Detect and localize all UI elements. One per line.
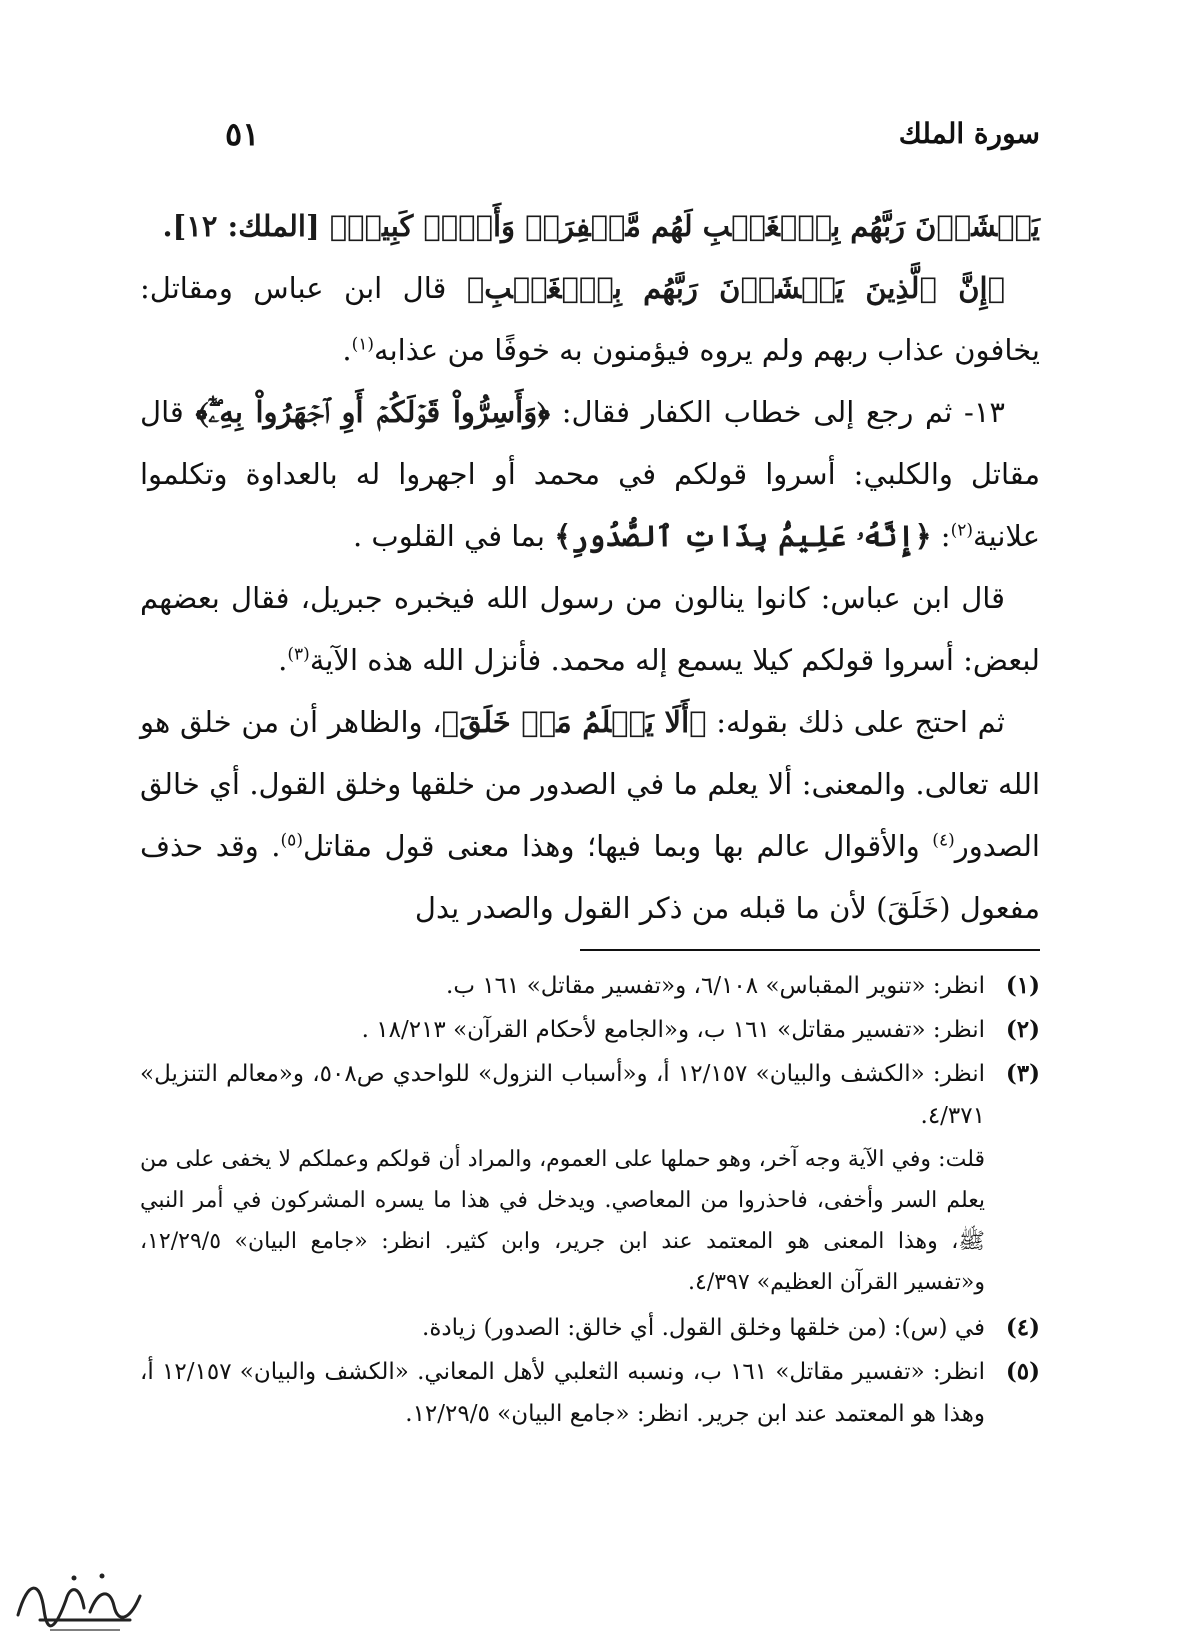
footnote-ref[interactable]: (٤) <box>932 830 955 851</box>
commentary-text: بما في القلوب . <box>352 519 555 553</box>
footnote-item <box>140 1009 1040 1051</box>
paragraph-1 <box>140 195 1040 257</box>
footnote-number: (٤) <box>1005 1314 1040 1341</box>
footnote-separator <box>580 949 1040 951</box>
commentary-text: قال ابن عباس: كانوا ينالون من رسول الله فيخبره جبريل، فقال بعضهم لبعض: أسروا قولكم كيلا يسمع إله محمد. فأنزل الله هذه الآية <box>140 581 1040 677</box>
commentary-text: ١٣- ثم رجع إلى خطاب الكفار فقال: <box>550 395 1005 429</box>
footnote-text: في (س): (من خلقها وخلق القول. أي خالق: الصدور) زيادة. <box>422 1315 985 1341</box>
footnote-item <box>140 1351 1040 1435</box>
calligraphy-logo-icon <box>10 1560 150 1640</box>
footnote-item <box>140 1053 1040 1137</box>
page-number: ٥١ <box>225 115 260 153</box>
footnote-item <box>140 965 1040 1007</box>
footnote-ref[interactable]: (١) <box>351 334 375 355</box>
paragraph-2: ﴿إِنَّ ٱلَّذِينَ يَخۡشَوۡنَ رَبَّهُم بِٱلۡغَيۡبِ﴾ قال ابن عباس ومقاتل: يخافون عذاب ربهم ولم يروه فيؤمنون به خوفًا من عذابه$^{(١)}$. <box>140 271 1040 367</box>
quran-verse: ﴿إِنَّ ٱلَّذِينَ يَخۡشَوۡنَ رَبَّهُم بِٱلۡغَيۡبِ﴾ <box>466 271 1005 305</box>
footnote-ref[interactable]: (٣) <box>287 644 310 665</box>
quran-verse: ﴿أَلَا يَعۡلَمُ مَنۡ خَلَقَ﴾ <box>441 705 707 739</box>
paragraph-5 <box>140 691 1040 939</box>
commentary-text: قال ابن عباس ومقاتل: يخافون عذاب ربهم ولم يروه فيؤمنون به خوفًا من عذابه <box>140 271 1040 367</box>
footnote-text: انظر: «الكشف والبيان» ١٢/١٥٧ أ، و«أسباب النزول» للواحدي ص٥٠٨، و«معالم التنزيل» ٤/٣٧١. <box>140 1061 985 1129</box>
footnote-number: (١) <box>1005 972 1040 999</box>
quran-verse: ﴿وَأَسِرُّواْ قَوۡلَكُمۡ أَوِ ٱجۡهَرُواْ بِهِۦٓۖ﴾ <box>195 395 551 429</box>
footnote-number: (٢) <box>1005 1016 1040 1043</box>
commentary-text: . وقد حذف مفعول (خَلَقَ) لأن ما قبله من ذكر القول والصدر يدل <box>140 829 1040 925</box>
footnote-text: انظر: «تفسير مقاتل» ١٦١ ب، و«الجامع لأحكام القرآن» ١٨/٢١٣ . <box>361 1017 985 1043</box>
footnote-text: انظر: «تنوير المقباس» ٦/١٠٨، و«تفسير مقاتل» ١٦١ ب. <box>446 973 985 999</box>
commentary-text: والأقوال عالم بها وبما فيها؛ وهذا معنى قول مقاتل <box>302 829 933 863</box>
page-header <box>225 115 1040 165</box>
footnote-ref[interactable]: (٢) <box>950 520 974 541</box>
surah-title: سورة الملك <box>898 117 1040 150</box>
quran-verse: يَخۡشَوۡنَ رَبَّهُم بِٱلۡغَيۡبِ لَهُم مَّغۡفِرَةٞ وَأَجۡرٞ كَبِيرٞ﴾ [الملك: ١٢]. <box>162 209 1040 243</box>
footnote-item <box>140 1307 1040 1349</box>
paragraph-4: قال ابن عباس: كانوا ينالون من رسول الله فيخبره جبريل، فقال بعضهم لبعض: أسروا قولكم كيلا يسمع إله محمد. فأنزل الله هذه الآية$^{(٣)}$. <box>140 581 1040 677</box>
main-text <box>140 195 1040 939</box>
commentary-text: ثم احتج على ذلك بقوله: <box>706 705 1006 739</box>
footnote-number: (٥) <box>1005 1358 1040 1385</box>
watermark-logo <box>10 1560 150 1640</box>
commentary-text: ، والظاهر أن من خلق هو الله تعالى. والمعنى: ألا يعلم ما في الصدور من خلقها وخلق القول. أي خالق الصدور <box>140 705 1040 863</box>
footnote-note: قلت: وفي الآية وجه آخر، وهو حملها على العموم، والمراد أن قولكم وعملكم لا يخفى على من يعلم السر وأخفى، فاحذروا من المعاصي. ويدخل في هذا ما يسره المشركون في أمر النبي ﷺ، وهذا المعنى هو المعتمد عند ابن جرير، وابن كثير. انظر: «جامع البيان» ١٢/٢٩/٥، و«تفسير القرآن العظيم» ٤/٣٩٧. <box>140 1147 985 1295</box>
paragraph-3: ١٣- ثم رجع إلى خطاب الكفار فقال: ﴿وَأَسِرُّواْ قَوۡلَكُمۡ أَوِ ٱجۡهَرُواْ بِهِۦٓۖ﴾ قال مقاتل والكلبي: أسروا قولكم في محمد أو اجهروا له بالعداوة وتكلموا علانية$^{(٢)}$: ﴿إِنَّهُۥ عَلِيمُۢ بِذَاتِ ٱلصُّدُورِ﴾ بما في القلوب . <box>140 395 1040 553</box>
footnote-number: (٣) <box>1005 1060 1040 1087</box>
quran-verse: ﴿إِنَّهُۥ عَلِيمُۢ بِذَاتِ ٱلصُّدُورِ﴾ <box>554 519 932 553</box>
footnote-text: انظر: «تفسير مقاتل» ١٦١ ب، ونسبه الثعلبي لأهل المعاني. «الكشف والبيان» ١٢/١٥٧ أ، وهذا هو المعتمد عند ابن جرير. انظر: «جامع البيان» ١٢/٢٩/٥. <box>140 1359 985 1427</box>
footnotes <box>140 965 1040 1437</box>
commentary-text: قال مقاتل والكلبي: أسروا قولكم في محمد أو اجهروا له بالعداوة وتكلموا علانية <box>140 395 1040 553</box>
footnote-ref[interactable]: (٥) <box>280 830 303 851</box>
